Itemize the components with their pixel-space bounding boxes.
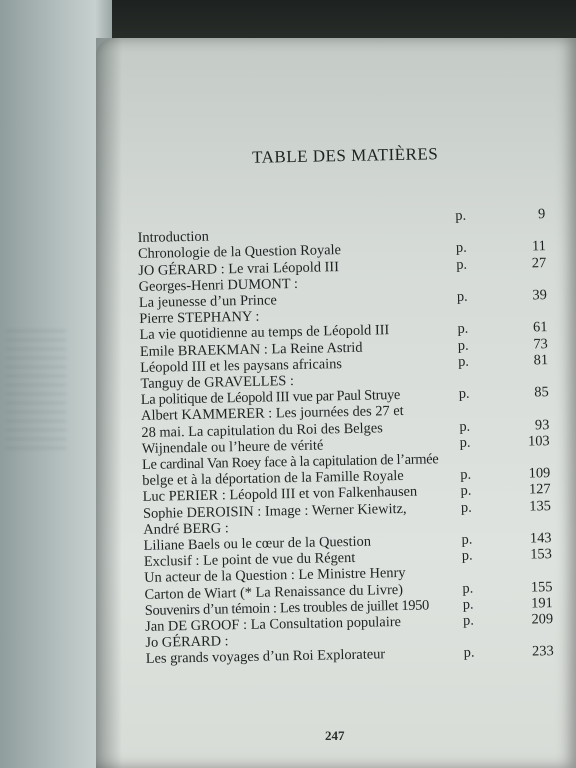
toc-entry-page-prefix: p.: [456, 288, 468, 305]
toc-entry-title: belge et à la déportation de la Famille Royale: [142, 468, 404, 490]
toc-entry-page-number: 61: [532, 319, 548, 336]
toc-entry-title: La vie quotidienne au temps de Léopold III: [139, 322, 390, 344]
toc-entry-page-number: 81: [533, 351, 549, 369]
toc-entry-title: Liliane Baels ou le cœur de la Question: [143, 533, 372, 554]
toc-entry-title: Carton de Wiart (* La Renaissance du Livre): [144, 581, 404, 603]
toc-entry-page-prefix: p.: [458, 385, 470, 403]
toc-entry-title: Introduction: [137, 228, 209, 247]
page-gutter: [96, 38, 122, 768]
toc-entry-page-number: 233: [531, 643, 554, 660]
toc-entry-page-prefix: p.: [455, 240, 467, 257]
toc-entry-page-prefix: p.: [461, 547, 473, 565]
toc-entry-title: Jan DE GROOF : La Consultation populaire: [145, 614, 402, 635]
toc-entry-title: Léopold III et les paysans africains: [140, 355, 343, 376]
toc-entry-title: Pierre STEPHANY :: [139, 308, 260, 328]
toc-entry-page-number: 191: [531, 594, 553, 612]
toc-entry-page-prefix: p.: [462, 612, 475, 629]
toc-entry-page-number: 127: [528, 481, 551, 498]
toc-entry-title: La jeunesse d’un Prince: [138, 292, 277, 311]
toc-entry-title: Les grands voyages d’un Roi Explorateur: [145, 646, 386, 668]
toc-entry-page-prefix: p.: [462, 580, 474, 597]
page-title: TABLE DES MATIÈRES: [251, 144, 439, 167]
toc-entry-title: Le cardinal Van Roey face à la capitulation de l’armée: [141, 451, 439, 473]
toc-entry-title: Souvenirs d’un témoin : Les troubles de juillet 1950: [144, 597, 430, 619]
toc-entry-page-prefix: p.: [460, 499, 472, 516]
toc-list: [137, 206, 556, 667]
toc-entry-page-prefix: p.: [457, 353, 470, 370]
toc-entry-page-prefix: p.: [460, 466, 472, 484]
toc-entry-page-prefix: p.: [459, 434, 471, 451]
left-page-faint-text: [6, 330, 66, 450]
toc-entry-title: Wijnendale ou l’heure de vérité: [141, 437, 324, 457]
toc-entry-page-number: 109: [528, 465, 551, 482]
toc-entry-page-prefix: p.: [463, 645, 475, 662]
toc-entry-page-number: 39: [532, 287, 548, 304]
toc-entry-title: Un acteur de la Question : Le Ministre Henry: [144, 565, 406, 587]
toc-entry-page-number: 85: [534, 384, 549, 401]
toc-entry-title: Tanguy de GRAVELLES :: [140, 373, 295, 392]
toc-entry-page-prefix: p.: [461, 531, 473, 548]
toc-entry-page-number: 209: [531, 611, 554, 628]
toc-entry-page-number: 11: [531, 238, 547, 255]
toc-entry-title: JO GÉRARD : Le vrai Léopold III: [138, 258, 340, 279]
toc-entry-page-number: 143: [529, 530, 552, 547]
toc-entry-page-prefix: p.: [460, 483, 472, 500]
toc-entry-page-number: 73: [533, 335, 548, 353]
toc-entry-title: Jo GÉRARD :: [145, 633, 229, 652]
toc-entry-title: André BERG :: [143, 520, 229, 538]
toc-entry-page-prefix: p.: [457, 321, 469, 338]
toc-entry-page-number: 27: [531, 254, 547, 272]
toc-entry-page-number: 153: [530, 546, 552, 563]
toc-entry-page-number: 155: [530, 578, 553, 596]
toc-entry-title: Emile BRAEKMAN : La Reine Astrid: [139, 339, 363, 360]
toc-entry-page-prefix: p.: [456, 256, 468, 273]
toc-entry-page-number: 103: [527, 432, 550, 450]
toc-entry-title: Luc PERIER : Léopold III et von Falkenhausen: [142, 484, 418, 506]
toc-entry-page-prefix: p.: [462, 596, 474, 613]
toc-entry-title: Sophie DEROISIN : Image : Werner Kiewitz,: [142, 500, 407, 522]
page-number: 247: [325, 728, 345, 743]
toc-entry-page-number: 9: [537, 206, 546, 223]
table-of-contents: [136, 142, 556, 667]
toc-entry-page-prefix: p.: [459, 418, 471, 435]
toc-entry-title: Albert KAMMERER : Les journées des 27 et: [140, 403, 404, 425]
toc-entry-page-number: 93: [534, 416, 550, 434]
toc-entry-title: Chronologie de la Question Royale: [137, 242, 342, 263]
toc-entry-title: La politique de Léopold III vue par Paul Struye: [140, 387, 401, 409]
toc-entry-page-prefix: p.: [455, 207, 467, 224]
toc-entry-title: 28 mai. La capitulation du Roi des Belges: [141, 419, 383, 441]
toc-entry-page-prefix: p.: [457, 337, 469, 354]
toc-entry-page-number: 135: [529, 497, 552, 515]
toc-entry-title: Exclusif : Le point de vue du Régent: [143, 550, 356, 571]
toc-entry-title: Georges-Henri DUMONT :: [138, 275, 299, 295]
